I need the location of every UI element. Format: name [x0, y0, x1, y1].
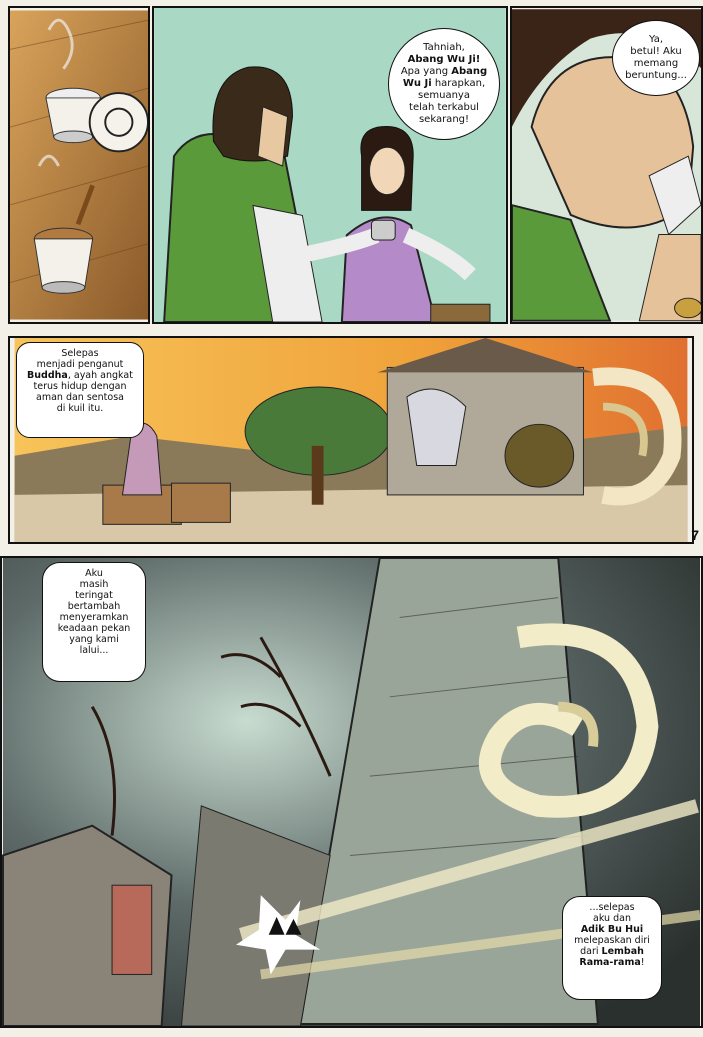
narration-box-escape — [562, 896, 662, 1000]
speech-bubble-girl — [388, 28, 500, 140]
bubble-line: semuanya — [418, 90, 470, 101]
bubble-line: harapkan, — [434, 78, 486, 89]
bubble-line-bold: Abang Wu Ji! — [407, 54, 481, 65]
caption-line: Selepas — [61, 348, 99, 359]
panel-storm-ruins — [0, 556, 703, 1028]
caption-line: aku dan — [593, 913, 631, 924]
bubble-line: Tahniah, — [423, 42, 465, 53]
bubble-line: betul! Aku — [630, 46, 682, 57]
bubble-line: beruntung... — [625, 70, 687, 81]
caption-line: ! — [640, 957, 645, 968]
panel-wuji-and-girl — [152, 6, 508, 324]
caption-line-bold: Buddha — [27, 370, 68, 381]
bubble-line: memang — [633, 58, 679, 69]
caption-line: Aku — [85, 568, 103, 579]
caption-line: dari — [580, 946, 599, 957]
thought-bubble-wuji — [612, 20, 700, 96]
narration-box-memory — [42, 562, 146, 682]
narration-box-buddha — [16, 342, 144, 438]
panel-wuji-drinking — [510, 6, 703, 324]
bubble-line-bold: Abang — [451, 66, 488, 77]
bubble-line: Ya, — [648, 34, 664, 45]
caption-line: teringat — [75, 590, 113, 601]
bubble-line-bold: Wu Ji — [402, 78, 432, 89]
caption-line: menjadi penganut — [36, 359, 124, 370]
caption-line: lalui... — [79, 645, 109, 656]
panel-tea-pouring — [8, 6, 150, 324]
caption-line: di kuil itu. — [56, 403, 104, 414]
caption-line: bertambah — [67, 601, 121, 612]
bubble-line: Apa yang — [400, 66, 449, 77]
caption-line: melepaskan diri — [574, 935, 650, 946]
tea-pouring-art — [10, 8, 148, 322]
caption-line: masih — [79, 579, 109, 590]
caption-line: aman dan sentosa — [36, 392, 124, 403]
bubble-line: telah terkabul — [409, 102, 479, 113]
caption-line: menyeramkan — [59, 612, 129, 623]
caption-line-bold: Rama-rama — [579, 957, 641, 968]
panel-village-flashback — [8, 336, 694, 544]
caption-line: terus hidup dengan — [33, 381, 127, 392]
page-number: 7 — [691, 527, 699, 543]
caption-line: ...selepas — [589, 902, 635, 913]
caption-line-bold: Adik Bu Hui — [580, 924, 644, 935]
caption-line: keadaan pekan — [57, 623, 131, 634]
caption-line: , ayah angkat — [67, 370, 133, 381]
caption-line: yang kami — [69, 634, 119, 645]
bubble-line: sekarang! — [418, 114, 470, 125]
caption-line-bold: Lembah — [601, 946, 644, 957]
